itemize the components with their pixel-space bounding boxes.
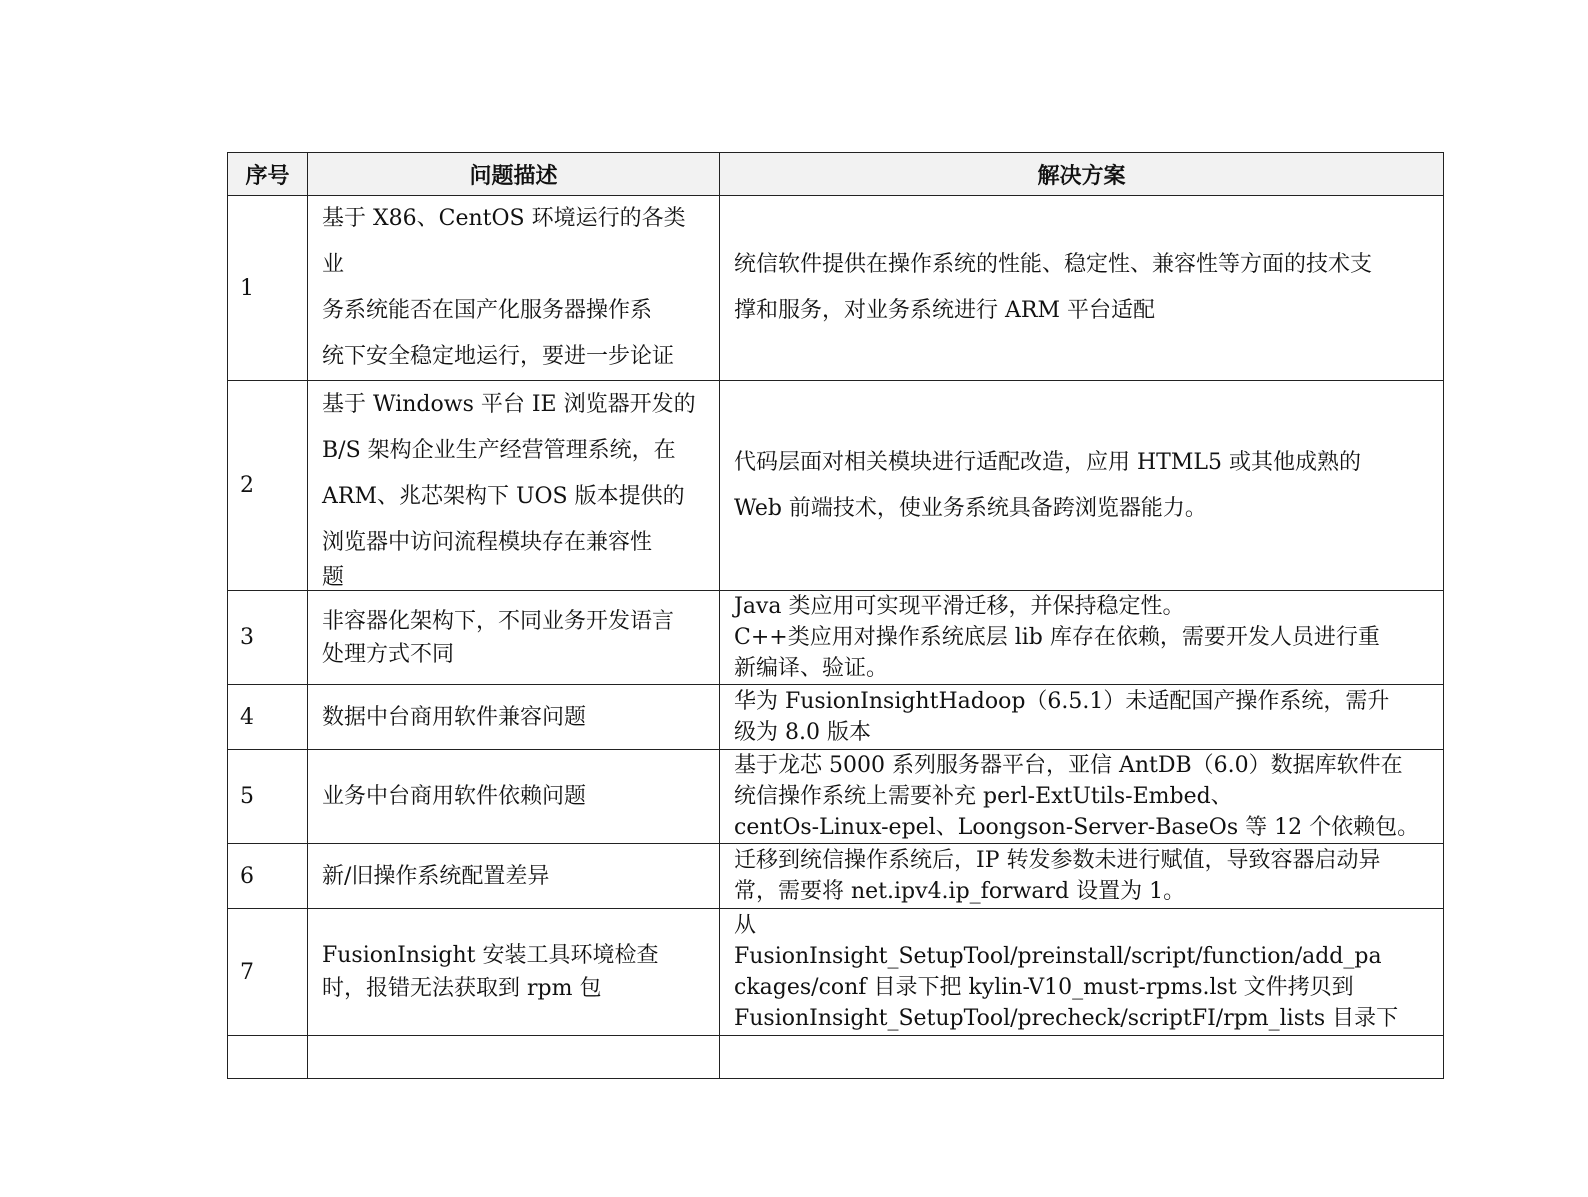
problem-line: 基于 Windows 平台 IE 浏览器开发的 [322,391,696,417]
table-row [228,591,1444,685]
solution-cell [720,196,1444,381]
problem-line: 数据中台商用软件兼容问题 [322,704,587,730]
row-number: 3 [228,591,308,685]
solution-cell [720,685,1444,750]
solution-cell [720,750,1444,844]
problem-line: ARM、兆芯架构下 UOS 版本提供的 [322,483,685,509]
solution-line: Java 类应用可实现平滑迁移，并保持稳定性。 [734,594,1185,619]
problem-cell [308,909,720,1036]
solution-line: 统信软件提供在操作系统的性能、稳定性、兼容性等方面的技术支 [734,252,1373,277]
table-row-empty [228,1036,1444,1079]
solution-line: Web 前端技术，使业务系统具备跨浏览器能力。 [734,495,1207,521]
problem-line: 务系统能否在国产化服务器操作系 [322,298,653,323]
solution-line: centOs-Linux-epel、Loongson-Server-BaseOs 等 12 个依赖包。 [734,815,1420,840]
header-num: 序号 [228,153,308,196]
solution-line: 基于龙芯 5000 系列服务器平台，亚信 AntDB（6.0）数据库软件在 [734,753,1403,778]
solution-line: 撑和服务，对业务系统进行 ARM 平台适配 [734,298,1155,323]
problem-cell [308,591,720,685]
solution-line: 级为 8.0 版本 [734,720,871,745]
solution-line: 常，需要将 net.ipv4.ip_forward 设置为 1。 [734,879,1186,904]
solution-line: 新编译、验证。 [734,656,889,681]
problem-line: 新/旧操作系统配置差异 [322,863,550,889]
solution-line: ckages/conf 目录下把 kylin-V10_must-rpms.lst 文件拷贝到 [734,975,1354,1000]
problem-cell [308,381,720,591]
problem-cell [308,844,720,909]
row-number [228,1036,308,1079]
row-number: 6 [228,844,308,909]
row-number: 1 [228,196,308,381]
row-number: 5 [228,750,308,844]
problem-line: 题 [322,564,345,590]
problem-cell [308,1036,720,1079]
solution-line: 华为 FusionInsightHadoop（6.5.1）未适配国产操作系统，需升 [734,689,1390,714]
table-row [228,844,1444,909]
solution-line: 迁移到统信操作系统后，IP 转发参数未进行赋值，导致容器启动异 [734,848,1381,873]
solution-line: C++类应用对操作系统底层 lib 库存在依赖，需要开发人员进行重 [734,625,1380,650]
table-row [228,685,1444,750]
solution-cell [720,381,1444,591]
solution-line: 统信操作系统上需要补充 perl-ExtUtils-Embed、 [734,784,1233,809]
table-row [228,750,1444,844]
solution-line: FusionInsight_SetupTool/preinstall/script/function/add_pa [734,944,1382,969]
solution-cell [720,1036,1444,1079]
problem-cell [308,685,720,750]
problem-cell [308,750,720,844]
solution-line: 从 [734,913,757,938]
table-row [228,196,1444,381]
problem-cell [308,196,720,381]
problem-line: 处理方式不同 [322,641,455,667]
problem-line: FusionInsight 安装工具环境检查 [322,943,659,968]
row-number: 2 [228,381,308,591]
solution-cell [720,844,1444,909]
problem-line: B/S 架构企业生产经营管理系统，在 [322,437,676,463]
issues-table [227,152,1444,1079]
header-problem: 问题描述 [308,153,720,196]
solution-line: FusionInsight_SetupTool/precheck/scriptFI/rpm_lists 目录下 [734,1006,1399,1031]
table-row [228,909,1444,1036]
problem-line: 基于 X86、CentOS 环境运行的各类业 [322,206,686,277]
table-header-row [228,153,1444,196]
header-solution: 解决方案 [720,153,1444,196]
problem-line: 业务中台商用软件依赖问题 [322,784,587,809]
problem-line: 非容器化架构下，不同业务开发语言 [322,608,675,634]
solution-line: 代码层面对相关模块进行适配改造，应用 HTML5 或其他成熟的 [734,449,1361,475]
solution-cell [720,591,1444,685]
row-number: 7 [228,909,308,1036]
table-row [228,381,1444,591]
problem-line: 时，报错无法获取到 rpm 包 [322,976,602,1001]
problem-line: 浏览器中访问流程模块存在兼容性 [322,529,653,555]
solution-cell [720,909,1444,1036]
problem-line: 统下安全稳定地运行，要进一步论证 [322,344,675,369]
row-number: 4 [228,685,308,750]
